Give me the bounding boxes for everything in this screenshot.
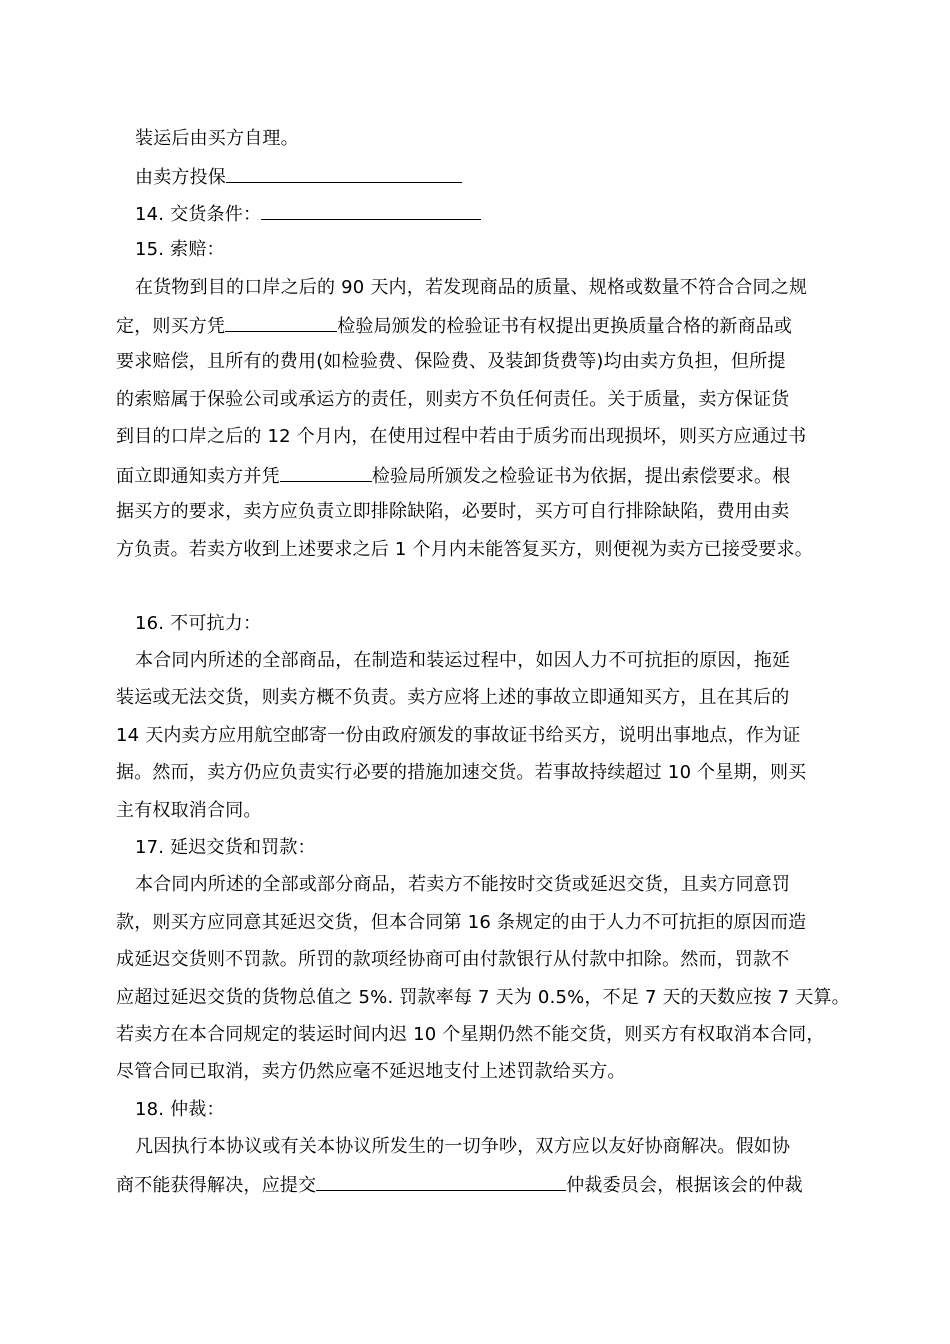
text-fragment: 定，则买方凭 [116, 316, 226, 337]
paragraph-line: 款，则买方应同意其延迟交货，但本合同第 16 条规定的由于人力不可抗拒的原因而造 [116, 912, 807, 933]
paragraph-line: 的索赔属于保验公司或承运方的责任，则卖方不负任何责任。关于质量，卖方保证货 [116, 389, 790, 410]
inspection-bureau-blank-field[interactable] [280, 463, 372, 482]
arbitration-commission-blank-field[interactable] [316, 1172, 566, 1191]
section-heading: 14. 交货条件： [135, 204, 262, 225]
text-fragment: 检验局所颁发之检验证书为依据，提出索偿要求。根 [371, 466, 791, 487]
paragraph-line: 到目的口岸之后的 12 个月内，在使用过程中若由于质劣而出现损坏，则买方应通过书 [116, 426, 807, 447]
paragraph-line: 14 天内卖方应用航空邮寄一份由政府颁发的事故证书给买方，说明出事地点，作为证 [116, 725, 801, 746]
paragraph-line: 装运或无法交货，则卖方概不负责。卖方应将上述的事故立即通知买方，且在其后的 [116, 687, 790, 708]
delivery-terms-blank-field[interactable] [261, 201, 481, 220]
paragraph-line: 凡因执行本协议或有关本协议所发生的一切争吵，双方应以友好协商解决。假如协 [135, 1136, 791, 1157]
paragraph-line: 装运后由买方自理。 [135, 128, 299, 149]
paragraph-line [116, 1172, 803, 1198]
text-fragment: 商不能获得解决，应提交 [116, 1175, 317, 1196]
section-heading: 17. 延迟交货和罚款： [135, 837, 316, 858]
text-fragment: 仲裁委员会，根据该会的仲裁 [566, 1175, 803, 1196]
paragraph-line: 在货物到目的口岸之后的 90 天内，若发现商品的质量、规格或数量不符合合同之规 [135, 277, 808, 298]
paragraph-line: 成延迟交货则不罚款。所罚的款项经协商可由付款银行从付款中扣除。然而，罚款不 [116, 949, 790, 970]
paragraph-line: 主有权取消合同。 [116, 800, 262, 821]
insurance-blank-field[interactable] [226, 164, 462, 183]
inspection-bureau-blank-field[interactable] [225, 313, 337, 332]
insurance-line [135, 164, 462, 190]
paragraph-line [116, 313, 792, 339]
section-heading: 15. 索赔： [135, 239, 225, 260]
insurance-label: 由卖方投保 [135, 167, 226, 188]
paragraph-line [116, 463, 790, 489]
text-fragment: 面立即通知卖方并凭 [116, 466, 280, 487]
paragraph-line: 据。然而，卖方仍应负责实行必要的措施加速交货。若事故持续超过 10 个星期，则买 [116, 762, 807, 783]
paragraph-line: 据买方的要求，卖方应负责立即排除缺陷，必要时，买方可自行排除缺陷，费用由卖 [116, 501, 790, 522]
paragraph-line: 本合同内所述的全部或部分商品，若卖方不能按时交货或延迟交货，且卖方同意罚 [135, 874, 791, 895]
section-heading: 18. 仲裁： [135, 1099, 225, 1120]
paragraph-line: 应超过延迟交货的货物总值之 5%. 罚款率每 7 天为 0.5%，不足 7 天的天数应按 7 天算。 [116, 987, 850, 1008]
paragraph-line: 若卖方在本合同规定的装运时间内迟 10 个星期仍然不能交货，则买方有权取消本合同， [116, 1024, 825, 1045]
paragraph-line: 尽管合同已取消，卖方仍然应毫不延迟地支付上述罚款给买方。 [116, 1061, 626, 1082]
section-14-line [135, 201, 481, 227]
paragraph-line: 本合同内所述的全部商品，在制造和装运过程中，如因人力不可抗拒的原因，拖延 [135, 650, 791, 671]
text-fragment: 检验局颁发的检验证书有权提出更换质量合格的新商品或 [337, 316, 793, 337]
paragraph-line: 方负责。若卖方收到上述要求之后 1 个月内未能答复买方，则便视为卖方已接受要求。 [116, 539, 813, 560]
section-heading: 16. 不可抗力： [135, 613, 262, 634]
paragraph-line: 要求赔偿，且所有的费用(如检验费、保险费、及装卸货费等)均由卖方负担，但所提 [116, 351, 786, 372]
